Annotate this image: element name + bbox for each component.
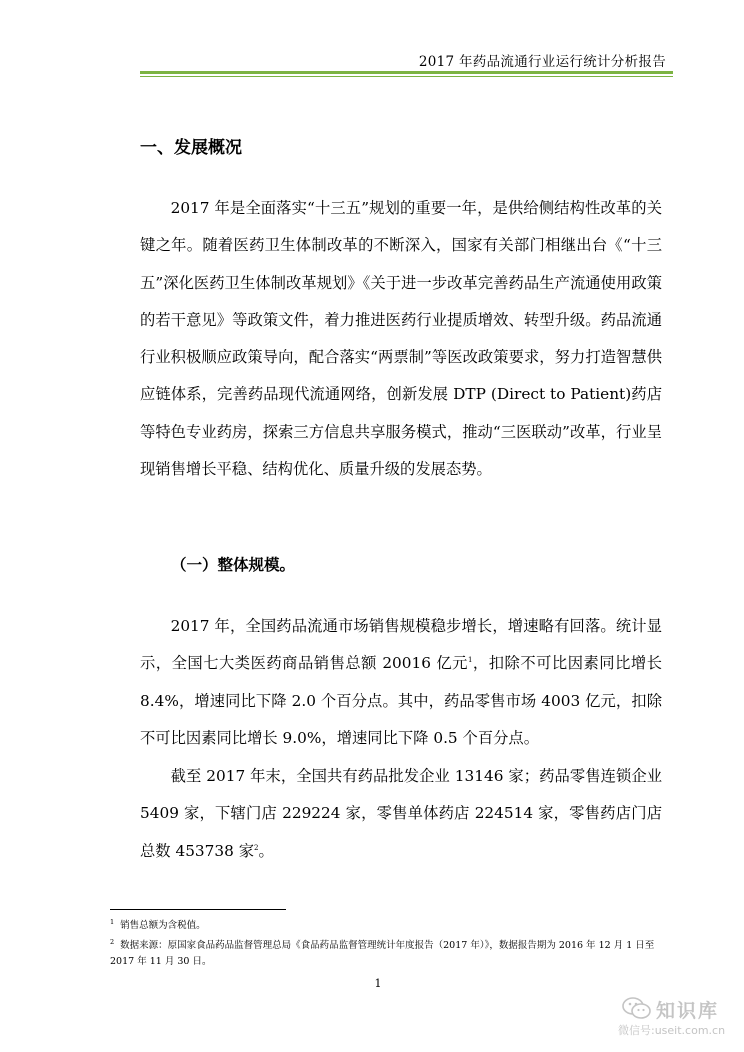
watermark: [616, 992, 736, 1044]
page-number: 1: [374, 977, 382, 990]
subsection-heading: （一）整体规模。: [171, 556, 296, 574]
enterprise-paragraph: [140, 758, 662, 870]
section-heading: 一、发展概况: [140, 138, 242, 158]
report-header-title: 2017 年药品流通行业运行统计分析报告: [418, 54, 666, 70]
footnote-text: 数据来源：原国家食品药品监督管理总局《食品药品监督管理统计年度报告（2017 年）》，数据报告期为 2016 年 12 月 1 日至 2017 年 11 月 30 日。: [110, 940, 655, 967]
watermark-name: 知识库: [656, 1000, 720, 1022]
footnote-2: [110, 934, 662, 970]
footnote-separator: [110, 909, 286, 910]
footnote-ref-1: 1: [467, 656, 473, 665]
enterprise-text-2: 。: [258, 841, 274, 860]
scale-paragraph: [140, 608, 662, 757]
scale-text-1: 2017 年，全国药品流通市场销售规模稳步增长，增速略有回落。统计显示，全国七大类医药商品销售总额 20016 亿元: [140, 617, 662, 673]
footnote-number: 1: [110, 918, 115, 926]
footnote-number: 2: [110, 938, 115, 946]
footnote-text: 销售总额为含税值。: [120, 920, 206, 931]
overview-paragraph: 2017 年是全面落实“十三五”规划的重要一年，是供给侧结构性改革的关键之年。随着医药卫生体制改革的不断深入，国家有关部门相继出台《“十三五”深化医药卫生体制改革规划》《关于进一步改革完善药品生产流通使用政策的若干意见》等政策文件，着力推进医药行业提质增效、转型升级。药品流通行业积极顺应政策导向，配合落实“两票制”等医改政策要求，努力打造智慧供应链体系，完善药品现代流通网络，创新发展 DTP (Direct to Patient)药店等特色专业药房，探索三方信息共享服务模式，推动“三医联动”改革，行业呈现销售增长平稳、结构优化、质量升级的发展态势。: [140, 199, 662, 479]
header-rule: [140, 71, 673, 74]
footnotes: [110, 914, 662, 970]
scale-text-2: ，扣除不可比因素同比增长 8.4%，增速同比下降 2.0 个百分点。其中，药品零售市场 4003 亿元，扣除不可比因素同比增长 9.0%，增速同比下降 0.5 个百分点。: [140, 654, 662, 747]
header-rule-thin: [140, 76, 673, 77]
footnote-1: [110, 914, 662, 934]
enterprise-text-1: 截至 2017 年末，全国共有药品批发企业 13146 家；药品零售连锁企业 5409 家，下辖门店 229224 家，零售单体药店 224514 家，零售药店门店总数 453738 家: [140, 767, 662, 860]
wechat-icon: [622, 996, 652, 1024]
watermark-site: 微信号:useit.com.cn: [618, 1024, 726, 1037]
footnote-ref-2: 2: [254, 843, 259, 852]
